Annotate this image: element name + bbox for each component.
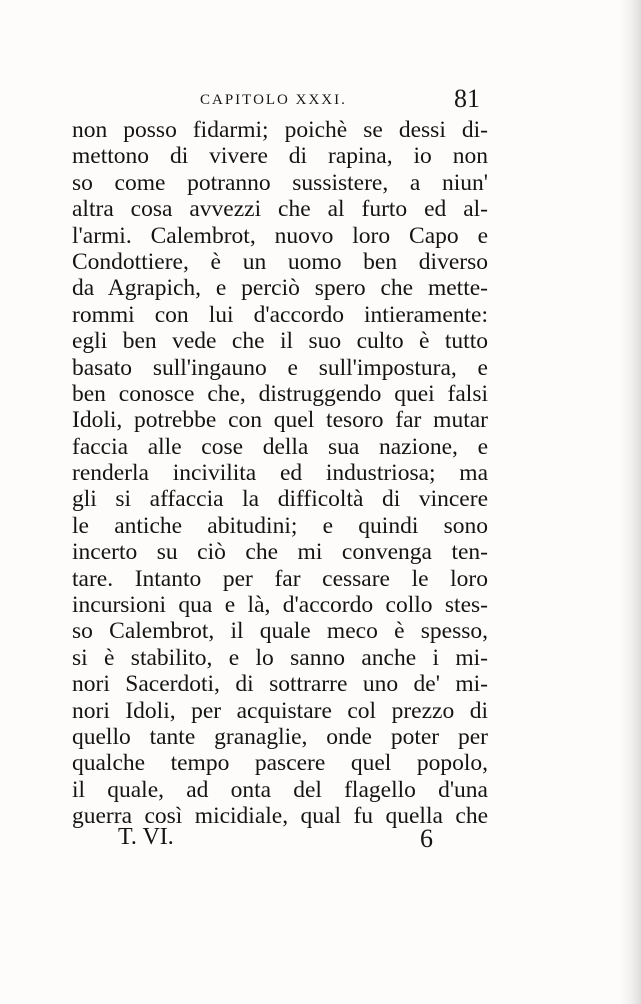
text-line: gli si affaccia la difficoltà di vincere [72, 486, 488, 513]
sheet-number: 6 [420, 824, 433, 853]
text-line: ben conosce che, distruggendo quei falsi [72, 380, 488, 407]
text-line: da Agrapich, e perciò spero che mette- [72, 275, 488, 302]
text-line: l'armi. Calembrot, nuovo loro Capo e [72, 222, 488, 249]
text-line: so come potranno sussistere, a niun' [72, 169, 488, 196]
text-line: qualche tempo pascere quel popolo, [72, 750, 488, 777]
text-line: egli ben vede che il suo culto è tutto [72, 328, 488, 355]
text-line: Condottiere, è un uomo ben diverso [72, 248, 488, 275]
text-line: faccia alle cose della sua nazione, e [72, 433, 488, 460]
text-line: tare. Intanto per far cessare le loro [72, 565, 488, 592]
text-line: le antiche abitudini; e quindi sono [72, 512, 488, 539]
text-line: renderla incivilita ed industriosa; ma [72, 460, 488, 487]
text-line: non posso fidarmi; poichè se dessi di- [72, 117, 488, 143]
running-title: CAPITOLO XXXI. [200, 92, 347, 108]
text-line: basato sull'ingauno e sull'impostura, e [72, 354, 488, 381]
text-line: il quale, ad onta del flagello d'una [72, 776, 488, 803]
text-line: nori Sacerdoti, di sottrarre uno de' mi- [72, 671, 488, 698]
running-head [160, 86, 490, 116]
text-line: incerto su ciò che mi convenga ten- [72, 539, 488, 566]
text-line: altra cosa avvezzi che al furto ed al- [72, 196, 488, 223]
text-line: mettono di vivere di rapina, io non [72, 143, 488, 170]
text-line: so Calembrot, il quale meco è spesso, [72, 618, 488, 645]
text-line: incursioni qua e là, d'accordo collo stes- [72, 592, 488, 619]
signature-mark: T. VI. [118, 824, 174, 850]
page-number: 81 [454, 84, 480, 113]
text-line: si è stabilito, e lo sanno anche i mi- [72, 644, 488, 671]
text-line: nori Idoli, per acquistare col prezzo di [72, 697, 488, 724]
body-text [72, 117, 488, 830]
text-line: quello tante granaglie, onde poter per [72, 723, 488, 750]
page-edge-shadow [619, 0, 641, 1004]
text-line: Idoli, potrebbe con quel tesoro far mutar [72, 407, 488, 434]
text-line: guerra così micidiale, qual fu quella che [72, 803, 488, 830]
text-line: rommi con lui d'accordo intieramente: [72, 301, 488, 328]
